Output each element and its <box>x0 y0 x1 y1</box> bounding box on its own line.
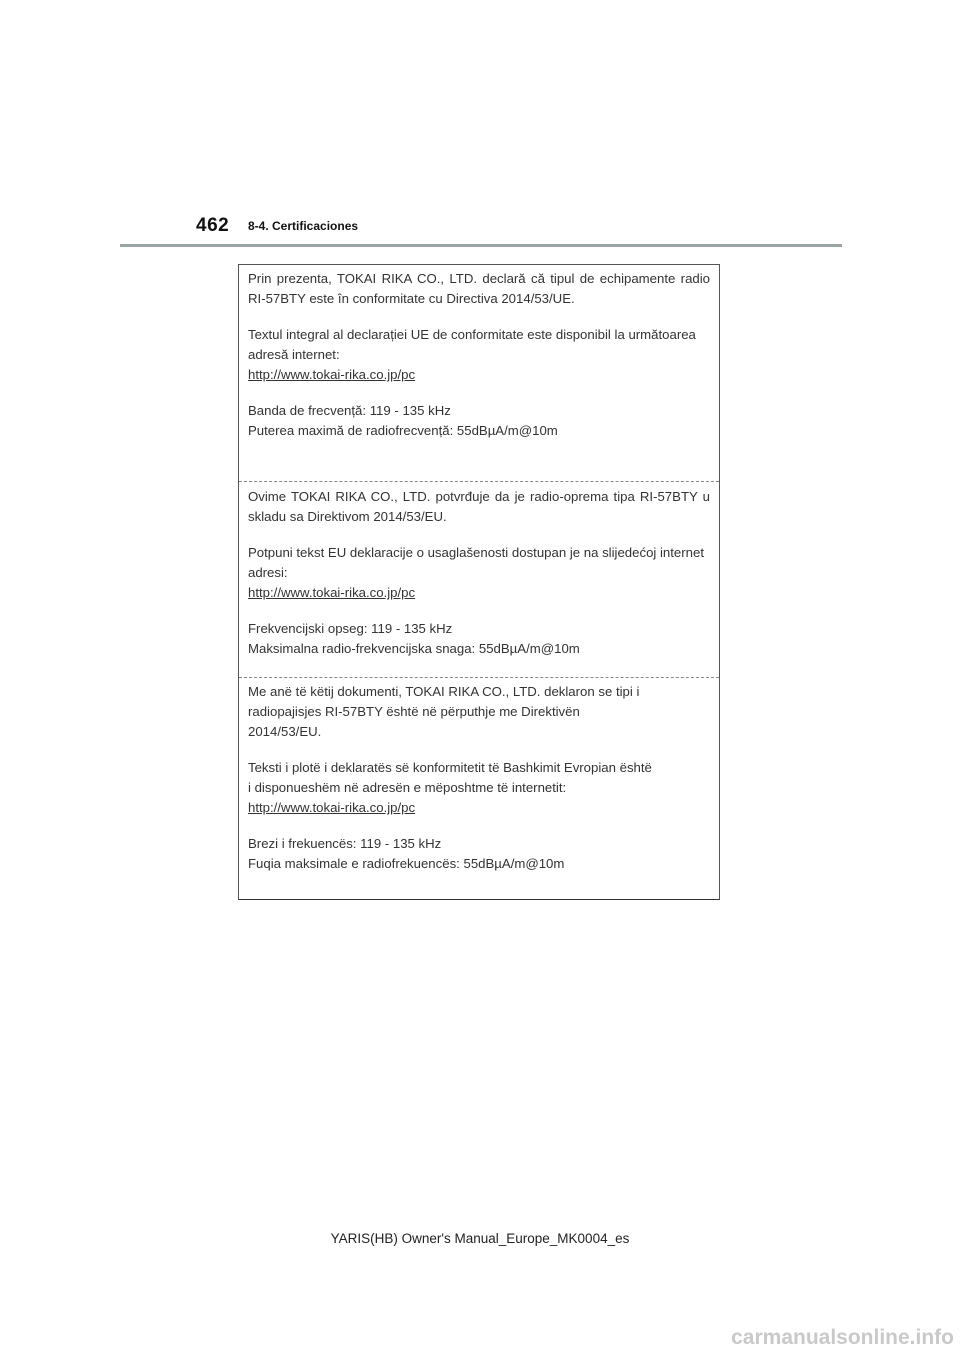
manual-footer: YARIS(HB) Owner's Manual_Europe_MK0004_es <box>330 1231 630 1246</box>
frequency-band: Brezi i frekuencës: 119 - 135 kHz <box>248 836 442 851</box>
availability-line: i disponueshëm në adresën e mëposhtme të internetit: <box>248 780 567 795</box>
declaration-link[interactable]: http://www.tokai-rika.co.jp/pc <box>248 367 416 382</box>
max-power: Fuqia maksimale e radiofrekuencës: 55dBµA/m@10m <box>248 856 565 871</box>
declaration-link[interactable]: http://www.tokai-rika.co.jp/pc <box>248 800 416 815</box>
declaration-line: radiopajisjes RI-57BTY është në përputhje me Direktivën <box>248 704 580 719</box>
max-power: Puterea maximă de radiofrecvență: 55dBµA/m@10m <box>248 423 558 438</box>
availability-line: Teksti i plotë i deklaratës së konformitetit të Bashkimit Evropian është <box>248 760 652 775</box>
certification-romanian <box>239 269 719 441</box>
frequency-band: Banda de frecvență: 119 - 135 kHz <box>248 403 451 418</box>
watermark: carmanualsonline.info <box>731 1326 954 1349</box>
max-power: Maksimalna radio-frekvencijska snaga: 55dBµA/m@10m <box>248 641 580 656</box>
certification-box <box>238 264 720 900</box>
section-divider <box>239 481 719 482</box>
section-title: 8-4. Certificaciones <box>248 219 359 233</box>
certification-albanian <box>239 682 719 874</box>
availability-text: Textul integral al declarației UE de conformitate este disponibil la următoarea adresă internet: <box>248 327 696 362</box>
declaration-line: Me anë të këtij dokumenti, TOKAI RIKA CO., LTD. deklaron se tipi i <box>248 684 640 699</box>
declaration-line: 2014/53/EU. <box>248 724 322 739</box>
declaration-link[interactable]: http://www.tokai-rika.co.jp/pc <box>248 585 416 600</box>
availability-text: Potpuni tekst EU deklaracije o usaglašenosti dostupan je na slijedećoj internet adresi: <box>248 545 704 580</box>
certification-bosnian <box>239 487 719 659</box>
declaration-text: Prin prezenta, TOKAI RIKA CO., LTD. declară că tipul de echipamente radio RI-57BTY este în conformitate cu Directiva 2014/53/UE. <box>248 271 710 306</box>
page-number: 462 <box>196 215 230 236</box>
frequency-band: Frekvencijski opseg: 119 - 135 kHz <box>248 621 453 636</box>
section-divider <box>239 677 719 678</box>
header-rule <box>120 244 842 247</box>
declaration-text: Ovime TOKAI RIKA CO., LTD. potvrđuje da je radio-oprema tipa RI-57BTY u skladu sa Direktivom 2014/53/EU. <box>248 489 710 524</box>
